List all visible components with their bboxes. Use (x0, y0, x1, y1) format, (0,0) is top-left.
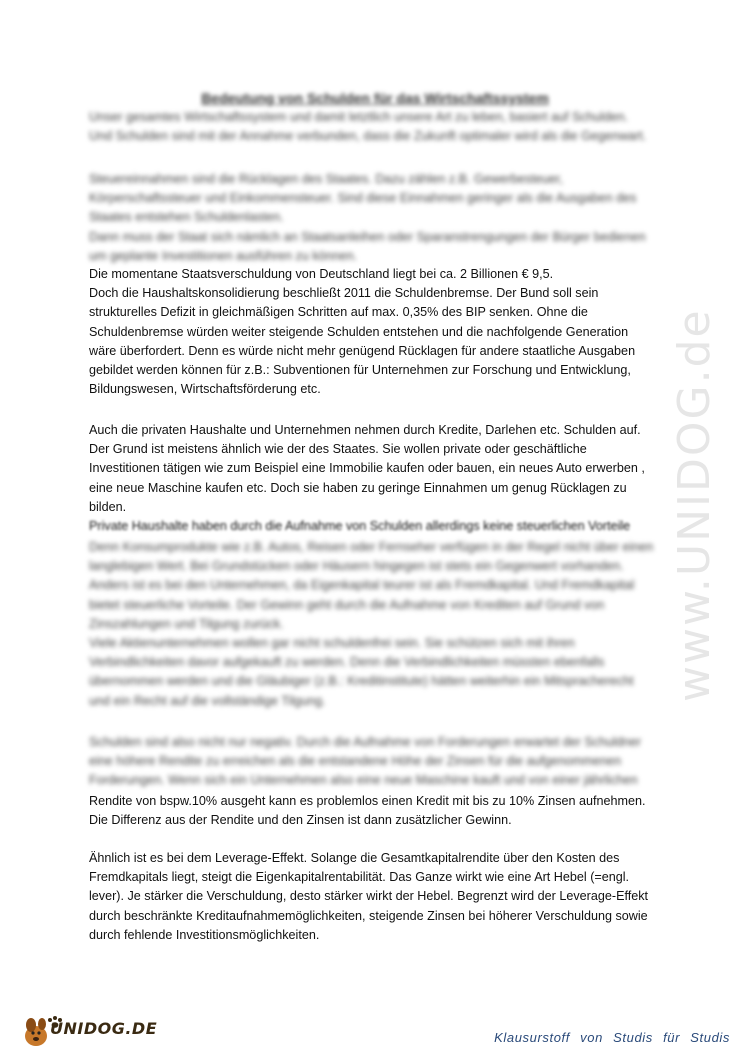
text-line: Körperschaftssteuer und Einkommensteuer. Sind diese Einnahmen geringer als die Ausgaben des (89, 191, 637, 206)
text-line: strukturelles Defizit in gleichmäßigen Schritten auf max. 0,35% des BIP senken. Ohne die (89, 305, 588, 320)
text-line: um geplante Investitionen ausführen zu können. (89, 248, 358, 263)
text-line: Investitionen tätigen wie zum Beispiel eine Immobilie kaufen oder bauen, ein neues Auto erwerben , (89, 461, 645, 476)
transition-line: Private Haushalte haben durch die Aufnahme von Schulden allerdings keine steuerlichen Vorteile (89, 519, 631, 533)
return-paragraph (89, 792, 659, 830)
text-line: Doch die Haushaltskonsolidierung beschließt 2011 die Schuldenbremse. Der Bund soll sein (89, 286, 599, 301)
text-line: Schulden sind also nicht nur negativ. Durch die Aufnahme von Forderungen erwartet der Schuldner (89, 735, 642, 749)
text-line: bilden. (89, 499, 127, 514)
text-line: Und Schulden sind mit der Annahme verbunden, dass die Zukunft optimaler wird als die Gegenwart. (89, 129, 647, 144)
text-line: Viele Aktienunternehmen wollen gar nicht schuldenfrei sein. Sie schützen sich mit ihren (89, 636, 575, 651)
text-line: wäre überfordert. Denn es würde nicht mehr genügend Rücklagen für andere staatliche Ausgaben (89, 343, 636, 358)
text-line: Anders ist es bei den Unternehmen, da Eigenkapital teurer ist als Fremdkapital. Und Fremdkapital (89, 578, 635, 593)
text-line: Der Grund ist meistens ähnlich wie der des Staates. Sie wollen private oder geschäftliche (89, 442, 587, 457)
footer-slogan: Klausurstoff von Studis für Studis (494, 1030, 730, 1045)
text-line: übernommen werden und die Gläubiger (z.B.: Kreditinstitute) hätten weiterhin ein Mitspracherecht (89, 674, 634, 689)
text-line: lever). Je stärker die Verschuldung, desto stärker wirkt der Hebel. Begrenzt wird der Leverage-Effekt (89, 889, 649, 904)
text-line: Verbindlichkeiten davor aufgekauft zu werden. Denn die Verbindlichkeiten müssten ebenfalls (89, 655, 605, 670)
blurred-paragraph-2 (89, 538, 659, 711)
watermark: www.UNIDOG.de (669, 308, 720, 702)
blurred-paragraph-3 (89, 733, 659, 791)
text-line: Bildungswesen, Wirtschaftsförderung etc. (89, 382, 321, 397)
text-line: eine höhere Rendite zu erreichen als die entstandene Höhe der Zinsen für die aufgenommenen (89, 754, 622, 769)
intro-paragraph (89, 108, 659, 146)
text-line: Fremdkapitals liegt, steigt die Eigenkapitalrentabilität. Das Ganze wirkt wie eine Art Hebel (=engl. (89, 870, 630, 885)
logo-text: UNIDOG.DE (50, 1019, 158, 1038)
text-line: Forderungen. Wenn sich ein Unternehmen also eine neue Maschine kauft und von einer jährlichen (89, 773, 638, 788)
document-title: Bedeutung von Schulden für das Wirtschaftssystem (201, 90, 549, 106)
text-line: Steuereinnahmen sind die Rücklagen des Staates. Dazu zählen z.B. Gewerbesteuer, (89, 172, 563, 186)
text-line: Unser gesamtes Wirtschaftssystem und damit letztlich unsere Art zu leben, basiert auf Schulden. (89, 110, 628, 124)
private-debt-paragraph (89, 421, 659, 517)
text-line: Die momentane Staatsverschuldung von Deutschland liegt bei ca. 2 Billionen € 9,5. (89, 267, 554, 281)
text-line: Auch die privaten Haushalte und Unternehmen nehmen durch Kredite, Darlehen etc. Schulden auf. (89, 423, 641, 437)
text-line: Schuldenbremse würden weiter steigende Schulden entstehen und die nachfolgende Generation (89, 324, 629, 339)
text-line: durch fehlende Investitionsmöglichkeiten. (89, 927, 320, 942)
tax-paragraph (89, 170, 659, 266)
text-line: durch beschränkte Kreditaufnahmemöglichkeiten, steigende Zinsen bei höherer Verschuldung sowie (89, 908, 648, 923)
text-line: Staates entstehen Schuldenlasten. (89, 210, 284, 225)
text-line: bietet steuerliche Vorteile. Der Gewinn geht durch die Aufnahme von Krediten auf Grund von (89, 597, 605, 612)
text-line: Ähnlich ist es bei dem Leverage-Effekt. Solange die Gesamtkapitalrendite über den Kosten des (89, 851, 620, 865)
text-line: und ein Recht auf die vollständige Tilgung. (89, 693, 326, 708)
leverage-paragraph (89, 849, 659, 945)
text-line: Rendite von bspw.10% ausgeht kann es problemlos einen Kredit mit bis zu 10% Zinsen aufnehmen. (89, 794, 646, 808)
text-line: eine neue Maschine kaufen etc. Doch sie haben zu geringe Einnahmen um genug Rücklagen zu (89, 480, 627, 495)
text-line: gebildet werden können für z.B.: Subventionen für Unternehmen zur Forschung und Entwicklung, (89, 363, 631, 378)
state-debt-paragraph (89, 265, 659, 399)
text-line: Dann muss der Staat sich nämlich an Staatsanleihen oder Sparanstrengungen der Bürger bedienen (89, 229, 646, 244)
text-line: langlebigen Wert. Bei Grundstücken oder Häusern hingegen ist stets ein Gegenwert vorhanden. (89, 559, 624, 574)
text-line: Die Differenz aus der Rendite und den Zinsen ist dann zusätzlicher Gewinn. (89, 813, 512, 828)
text-line: Zinszahlungen und Tilgung zurück. (89, 616, 284, 631)
text-line: Denn Konsumprodukte wie z.B. Autos, Reisen oder Fernseher verfügen in der Regel nicht über einen (89, 540, 654, 554)
